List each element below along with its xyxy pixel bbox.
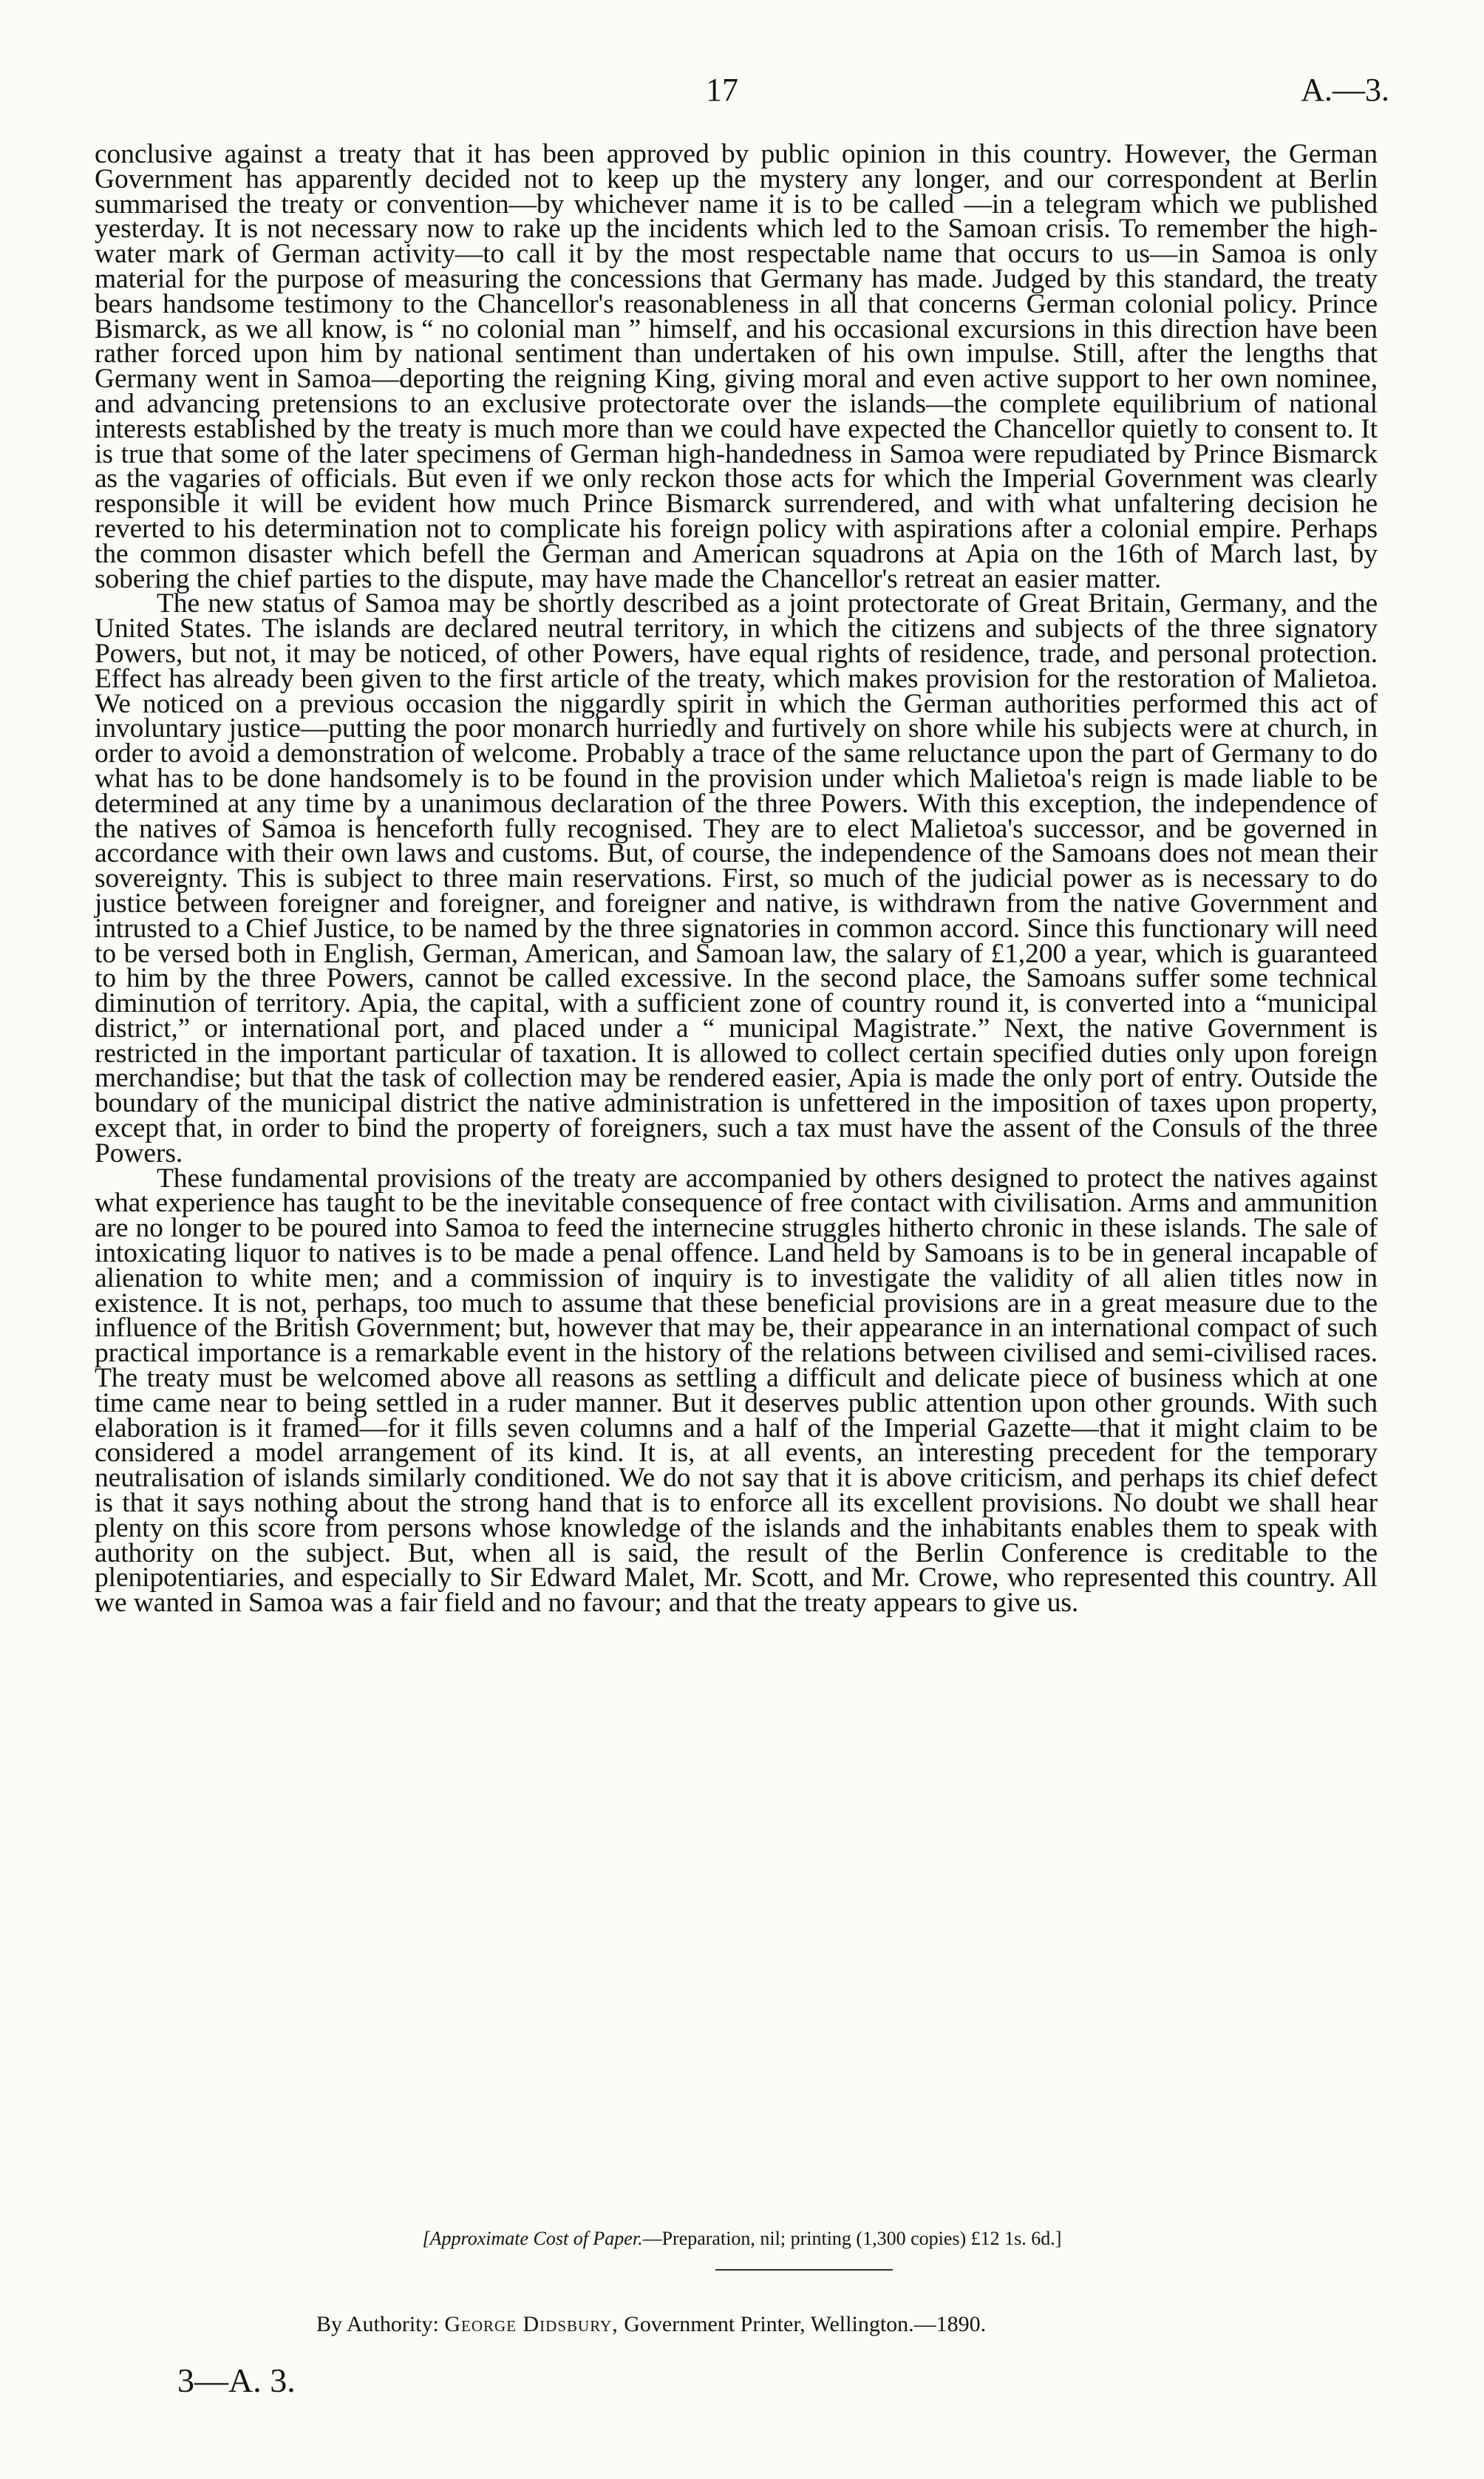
article-body bbox=[95, 139, 1378, 1619]
cost-label: [Approximate Cost of Paper. bbox=[422, 2228, 643, 2249]
cost-detail: —Preparation, nil; printing (1,300 copies) £12 1s. 6d.] bbox=[642, 2228, 1062, 2249]
paragraph-3: These fundamental provisions of the treaty are accompanied by others designed to protect the natives against what experience has taught to be the inevitable consequence of free contact with civilisation. Arms and ammunition are no longer to be poured into Samoa to feed the internecine struggles hitherto chronic in these islands. The sale of intoxicating liquor to natives is to be made a penal offence. Land held by Samoans is to be in general incapable of alienation to white men; and a commission of inquiry is to investigate the validity of all alien titles now in existence. It is not, perhaps, too much to assume that these beneficial provisions are in a great measure due to the influence of the British Government; but, however that may be, their appearance in an international compact of such practical importance is a remarkable event in the history of the relations between civilised and semi-civilised races. The treaty must be welcomed above all reasons as settling a difficult and delicate piece of business which at one time came near to being settled in a ruder manner. But it deserves public attention upon other grounds. With such elaboration is it framed—for it fills seven columns and a half of the Imperial Gazette—that it might claim to be considered a model arrangement of its kind. It is, at all events, an interesting precedent for the temporary neutralisation of islands similarly conditioned. We do not say that it is above criticism, and perhaps its chief defect is that it says nothing about the strong hand that is to enforce all its excellent provisions. No doubt we shall hear plenty on this score from persons whose knowledge of the islands and the inhabitants enables them to speak with authority on the subject. But, when all is said, the result of the Berlin Conference is creditable to the plenipotentiaries, and especially to Sir Edward Malet, Mr. Scott, and Mr. Crowe, who represented this country. All we wanted in Samoa was a fair field and no favour; and that the treaty appears to give us. bbox=[95, 1163, 1378, 1619]
printer-imprint bbox=[316, 2312, 986, 2337]
divider-rule bbox=[715, 2269, 893, 2271]
printer-name: George Didsbury, bbox=[444, 2312, 619, 2336]
page-number: 17 bbox=[706, 72, 738, 108]
paragraph-2: The new status of Samoa may be shortly described as a joint protectorate of Great Britain, Germany, and the United States. The islands are declared neutral territory, in which the citizens and subjects of the three signatory Powers, but not, it may be noticed, of other Powers, have equal rights of residence, trade, and personal protection. Effect has already been given to the first article of the treaty, which makes provision for the restoration of Malietoa. We noticed on a previous occasion the niggardly spirit in which the German authorities performed this act of involuntary justice—putting the poor monarch hurriedly and furtively on shore while his subjects were at church, in order to avoid a demonstration of welcome. Probably a trace of the same reluctance upon the part of Germany to do what has to be done handsomely is to be found in the provision under which Malietoa's reign is made liable to be determined at any time by a unanimous declaration of the three Powers. With this exception, the independence of the natives of Samoa is henceforth fully recognised. They are to elect Malietoa's successor, and be governed in accordance with their own laws and customs. But, of course, the independence of the Samoans does not mean their sovereignty. This is subject to three main reservations. First, so much of the judicial power as is necessary to do justice between foreigner and foreigner, and foreigner and native, is withdrawn from the native Government and intrusted to a Chief Justice, to be named by the three signatories in common accord. Since this functionary will need to be versed both in English, German, American, and Samoan law, the salary of £1,200 a year, which is guaranteed to him by the three Powers, cannot be called excessive. In the second place, the Samoans suffer some technical diminution of territory. Apia, the capital, with a sufficient zone of country round it, is converted into a “municipal district,” or international port, and placed under a “ municipal Magistrate.” Next, the native Government is restricted in the important particular of taxation. It is allowed to collect certain specified duties only upon foreign merchandise; but that the task of collection may be rendered easier, Apia is made the only port of entry. Outside the boundary of the municipal district the native administration is unfettered in the imposition of taxes upon property, except that, in order to bind the property of foreigners, such a tax must have the assent of the Consuls of the three Powers. bbox=[95, 588, 1378, 1169]
paragraph-1: conclusive against a treaty that it has been approved by public opinion in this country. However, the German Government has apparently decided not to keep up the mystery any longer, and our correspondent at Berlin summarised the treaty or convention—by whichever name it is to be called —in a telegram which we published yesterday. It is not necessary now to rake up the incidents which led to the Samoan crisis. To remember the high-water mark of German activity—to call it by the most respectable name that occurs to us—in Samoa is only material for the purpose of measuring the concessions that Germany has made. Judged by this standard, the treaty bears handsome testimony to the Chancellor's reasonableness in all that concerns German colonial policy. Prince Bismarck, as we all know, is “ no colonial man ” himself, and his occasional excursions in this direction have been rather forced upon him by national sentiment than undertaken of his own impulse. Still, after the lengths that Germany went in Samoa—deporting the reigning King, giving moral and even active support to her own nominee, and advancing pretensions to an exclusive protectorate over the islands—the complete equilibrium of national interests established by the treaty is much more than we could have expected the Chancellor quietly to consent to. It is true that some of the later specimens of German high-handedness in Samoa were repudiated by Prince Bismarck as the vagaries of officials. But even if we only reckon those acts for which the Imperial Government was clearly responsible it will be evident how much Prince Bismarck surrendered, and with what unfaltering decision he reverted to his determination not to complicate his foreign policy with aspirations after a colonial empire. Perhaps the common disaster which befell the German and American squadrons at Apia on the 16th of March last, by sobering the chief parties to the dispute, may have made the Chancellor's retreat an easier matter. bbox=[95, 139, 1378, 594]
sheet-code: 3—A. 3. bbox=[177, 2361, 296, 2399]
document-code: A.—3. bbox=[1301, 72, 1389, 108]
cost-note bbox=[0, 2228, 1484, 2250]
authority-suffix: Government Printer, Wellington.—1890. bbox=[624, 2312, 987, 2336]
authority-prefix: By Authority: bbox=[316, 2312, 439, 2336]
